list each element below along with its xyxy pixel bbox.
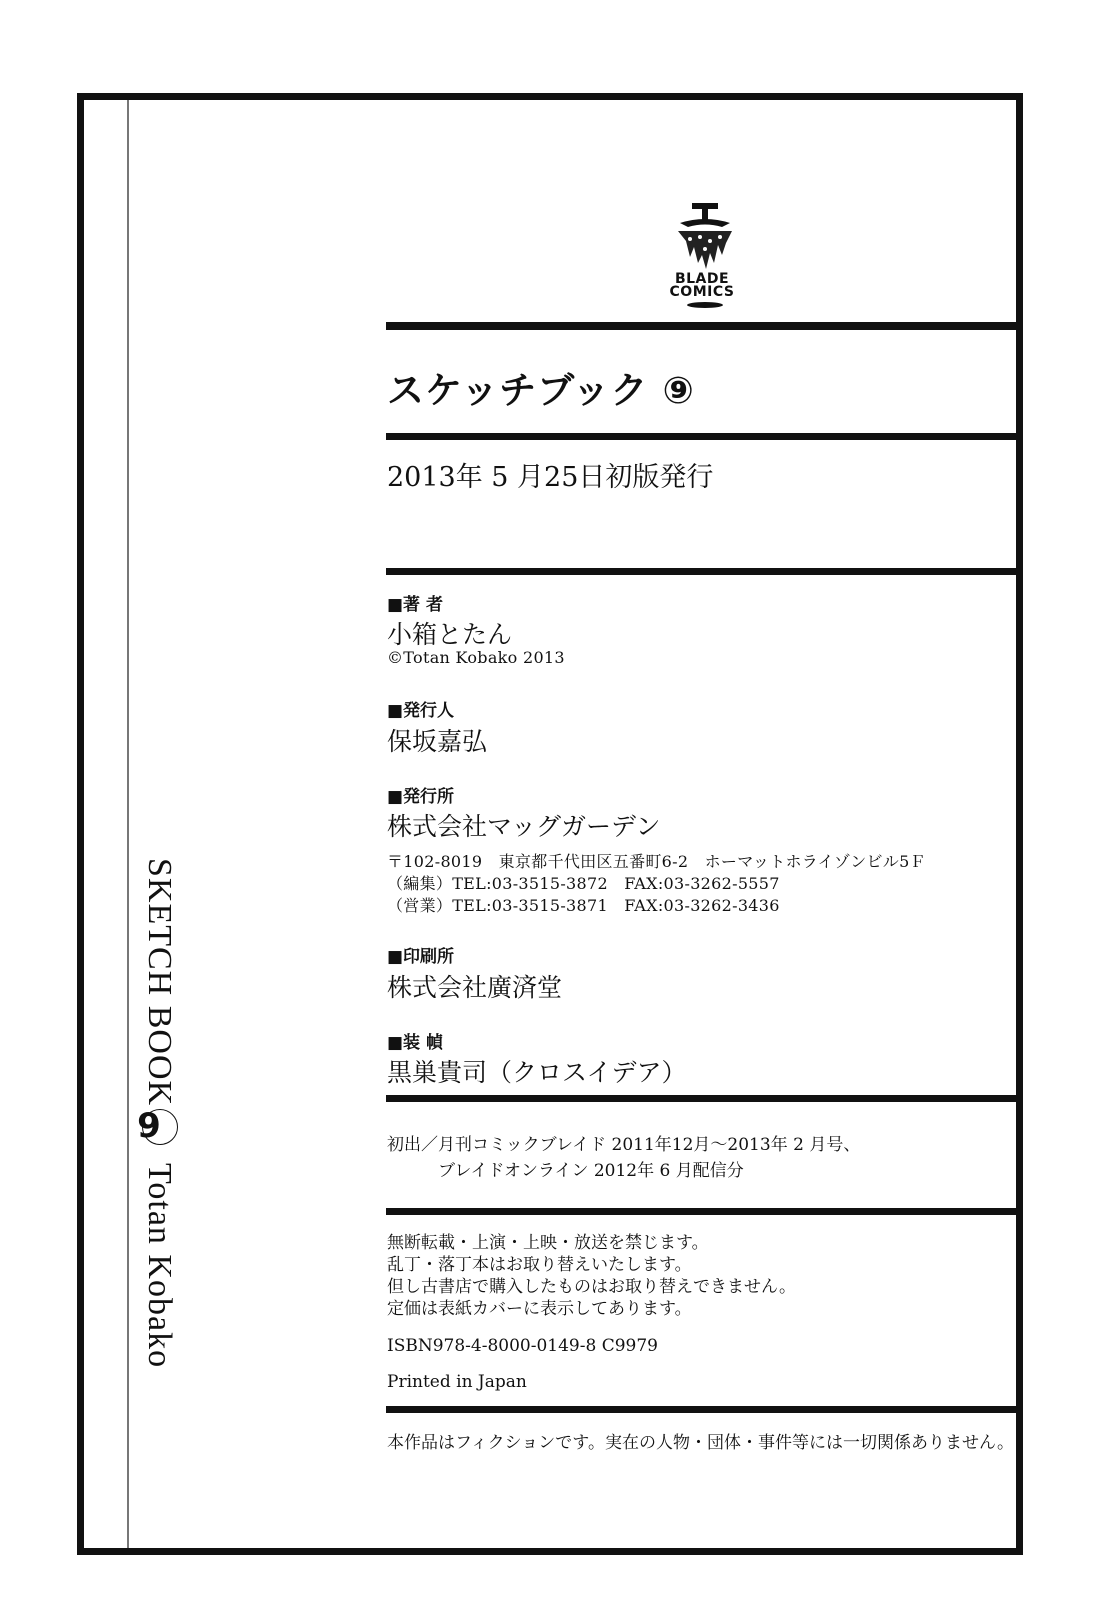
isbn: ISBN978-4-8000-0149-8 C9979 — [387, 1336, 658, 1356]
rule-disclaimer — [386, 1406, 1023, 1413]
author-label: ■著 者 — [387, 595, 443, 615]
spine-title: SKETCH BOOK — [141, 858, 178, 1107]
notice-line1: 無断転載・上演・上映・放送を禁じます。 — [387, 1233, 709, 1253]
design-label: ■装 幀 — [387, 1033, 443, 1053]
first-published-line1: 初出／月刊コミックブレイド 2011年12月～2013年 2 月号、 — [387, 1135, 861, 1155]
publisher-address: 〒102-8019 東京都千代田区五番町6-2 ホーマットホライゾンビル5Ｆ — [387, 852, 926, 871]
author-name: 小箱とたん — [387, 620, 513, 649]
copyright: ©Totan Kobako 2013 — [387, 648, 565, 667]
publisher-person-label: ■発行人 — [387, 701, 455, 721]
printer-label: ■印刷所 — [387, 947, 455, 967]
rule-credits-end — [386, 1095, 1023, 1102]
publisher-name: 株式会社マッグガーデン — [387, 812, 661, 841]
disclaimer: 本作品はフィクションです。実在の人物・団体・事件等には一切関係ありません。 — [387, 1433, 1014, 1453]
publisher-label: ■発行所 — [387, 787, 455, 807]
spine-divider — [127, 100, 129, 1548]
notice-line3: 但し古書店で購入したものはお取り替えできません。 — [387, 1277, 797, 1297]
book-title: スケッチブック ⑨ — [387, 369, 695, 412]
rule-under-title — [386, 433, 1023, 440]
designer-name: 黒巣貴司（クロスイデア） — [387, 1058, 687, 1087]
rule-notices — [386, 1208, 1023, 1215]
printed-in: Printed in Japan — [387, 1372, 527, 1392]
rule-under-date — [386, 568, 1023, 575]
rule-top — [386, 322, 1023, 330]
tel-sales: （営業）TEL:03-3515-3871 FAX:03-3262-3436 — [387, 896, 780, 915]
logo-text: BLADE COMICS — [669, 271, 735, 300]
notice-line2: 乱丁・落丁本はお取り替えいたします。 — [387, 1255, 692, 1275]
tel-editorial: （編集）TEL:03-3515-3872 FAX:03-3262-5557 — [387, 874, 780, 893]
printer-name: 株式会社廣済堂 — [387, 973, 563, 1002]
publisher-person: 保坂嘉弘 — [387, 727, 488, 756]
notice-line4: 定価は表紙カバーに表示してあります。 — [387, 1299, 692, 1319]
spine-author: Totan Kobako — [141, 1163, 178, 1369]
spine-volume-number: 9 — [128, 1105, 170, 1147]
publication-date: 2013年 5 月25日初版発行 — [387, 462, 714, 493]
first-published-line2: ブレイドオンライン 2012年 6 月配信分 — [438, 1161, 744, 1181]
